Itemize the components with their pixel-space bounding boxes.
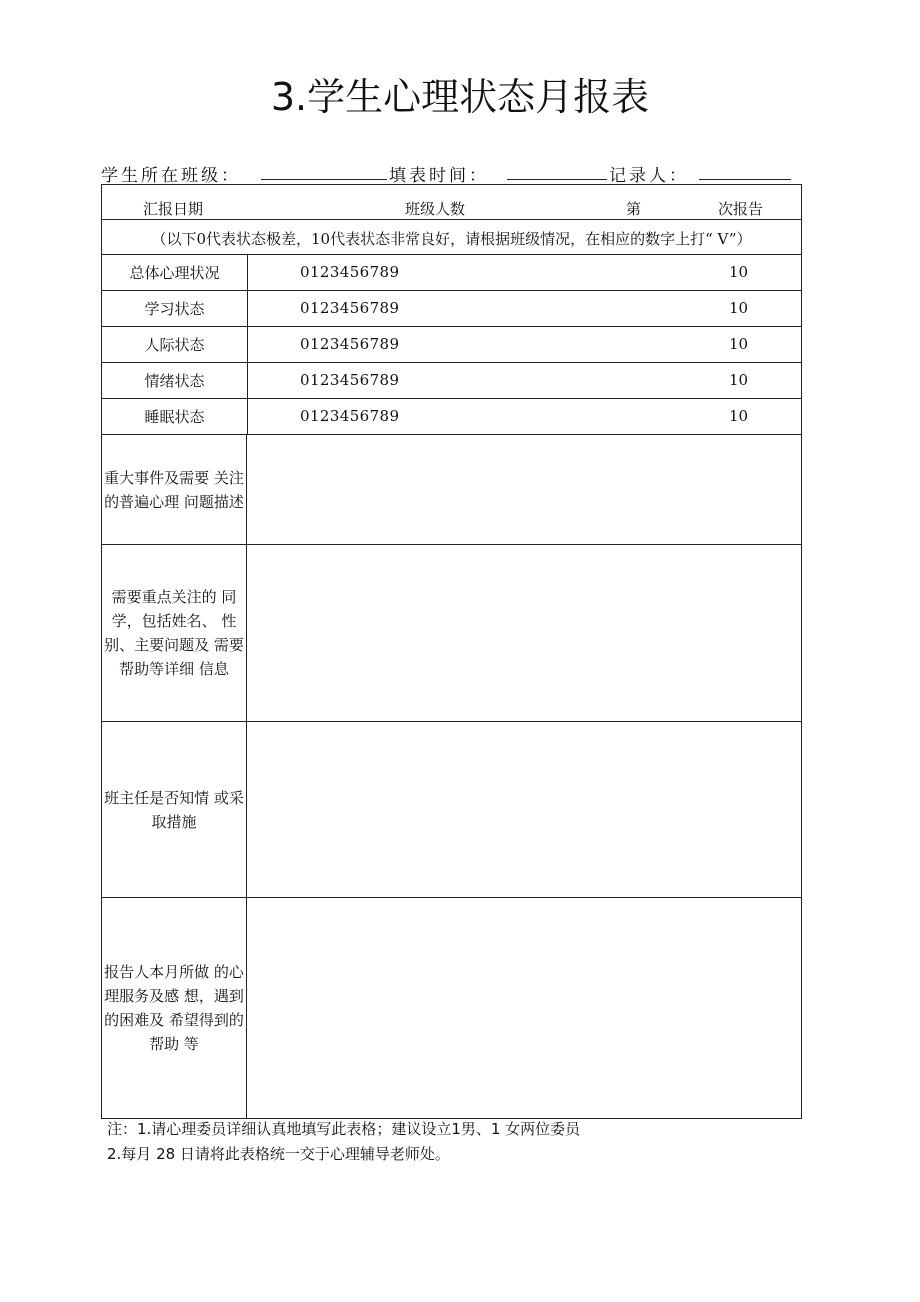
section-reporter-service[interactable] [102,898,801,1118]
section-events[interactable] [102,435,801,545]
header-row [102,185,801,220]
rating-max[interactable]: 10 [729,335,749,353]
rating-scale[interactable]: 0123456789 [300,263,400,281]
report-date-label: 汇报日期 [143,200,204,218]
time-field[interactable] [507,179,607,180]
rating-instruction: （以下0代表状态极差，10代表状态非常良好，请根据班级情况，在相应的数字上打“ V”） [151,230,752,248]
section-teacher-measures[interactable] [102,722,801,898]
note-line-1: 注：1.请心理委员详细认真地填写此表格；建议设立1男、1 女两位委员 [107,1120,581,1138]
rating-scale[interactable]: 0123456789 [300,335,400,353]
rating-scale[interactable]: 0123456789 [300,299,400,317]
rating-row-sleep [102,399,801,435]
class-field[interactable] [261,179,387,180]
instruction-row [102,220,801,255]
rating-max[interactable]: 10 [729,407,749,425]
rating-row-social [102,327,801,363]
report-ordinal-prefix: 第 [626,200,642,218]
rating-row-emotion [102,363,801,399]
rating-label: 总体心理状况 [102,255,248,290]
class-size-label: 班级人数 [405,200,466,218]
section-label: 报告人本月所做 的心理服务及感 想，遇到的困难及 希望得到的帮助 等 [102,898,247,1118]
rating-max[interactable]: 10 [729,299,749,317]
rating-label: 睡眠状态 [102,399,248,434]
rating-label: 学习状态 [102,291,248,326]
form-meta [101,158,802,184]
rating-max[interactable]: 10 [729,371,749,389]
rating-row-overall [102,255,801,291]
report-ordinal-suffix: 次报告 [718,200,764,218]
section-label: 重大事件及需要 关注的普遍心理 问题描述 [102,435,247,544]
recorder-label: 记录人： [609,166,689,186]
rating-max[interactable]: 10 [729,263,749,281]
rating-label: 人际状态 [102,327,248,362]
rating-scale[interactable]: 0123456789 [300,371,400,389]
time-label: 填表时间： [389,166,489,186]
class-label: 学生所在班级： [101,166,241,186]
page-title: 3.学生心理状态月报表 [270,75,650,119]
rating-label: 情绪状态 [102,363,248,398]
rating-row-study [102,291,801,327]
section-label: 需要重点关注的 同学，包括姓名、 性别、主要问题及 需要帮助等详细 信息 [102,545,247,721]
recorder-field[interactable] [699,179,791,180]
rating-scale[interactable]: 0123456789 [300,407,400,425]
note-line-2: 2.每月 28 日请将此表格统一交于心理辅导老师处。 [107,1145,450,1163]
section-focus-students[interactable] [102,545,801,722]
section-label: 班主任是否知情 或采取措施 [102,722,247,897]
report-form [101,184,802,1119]
